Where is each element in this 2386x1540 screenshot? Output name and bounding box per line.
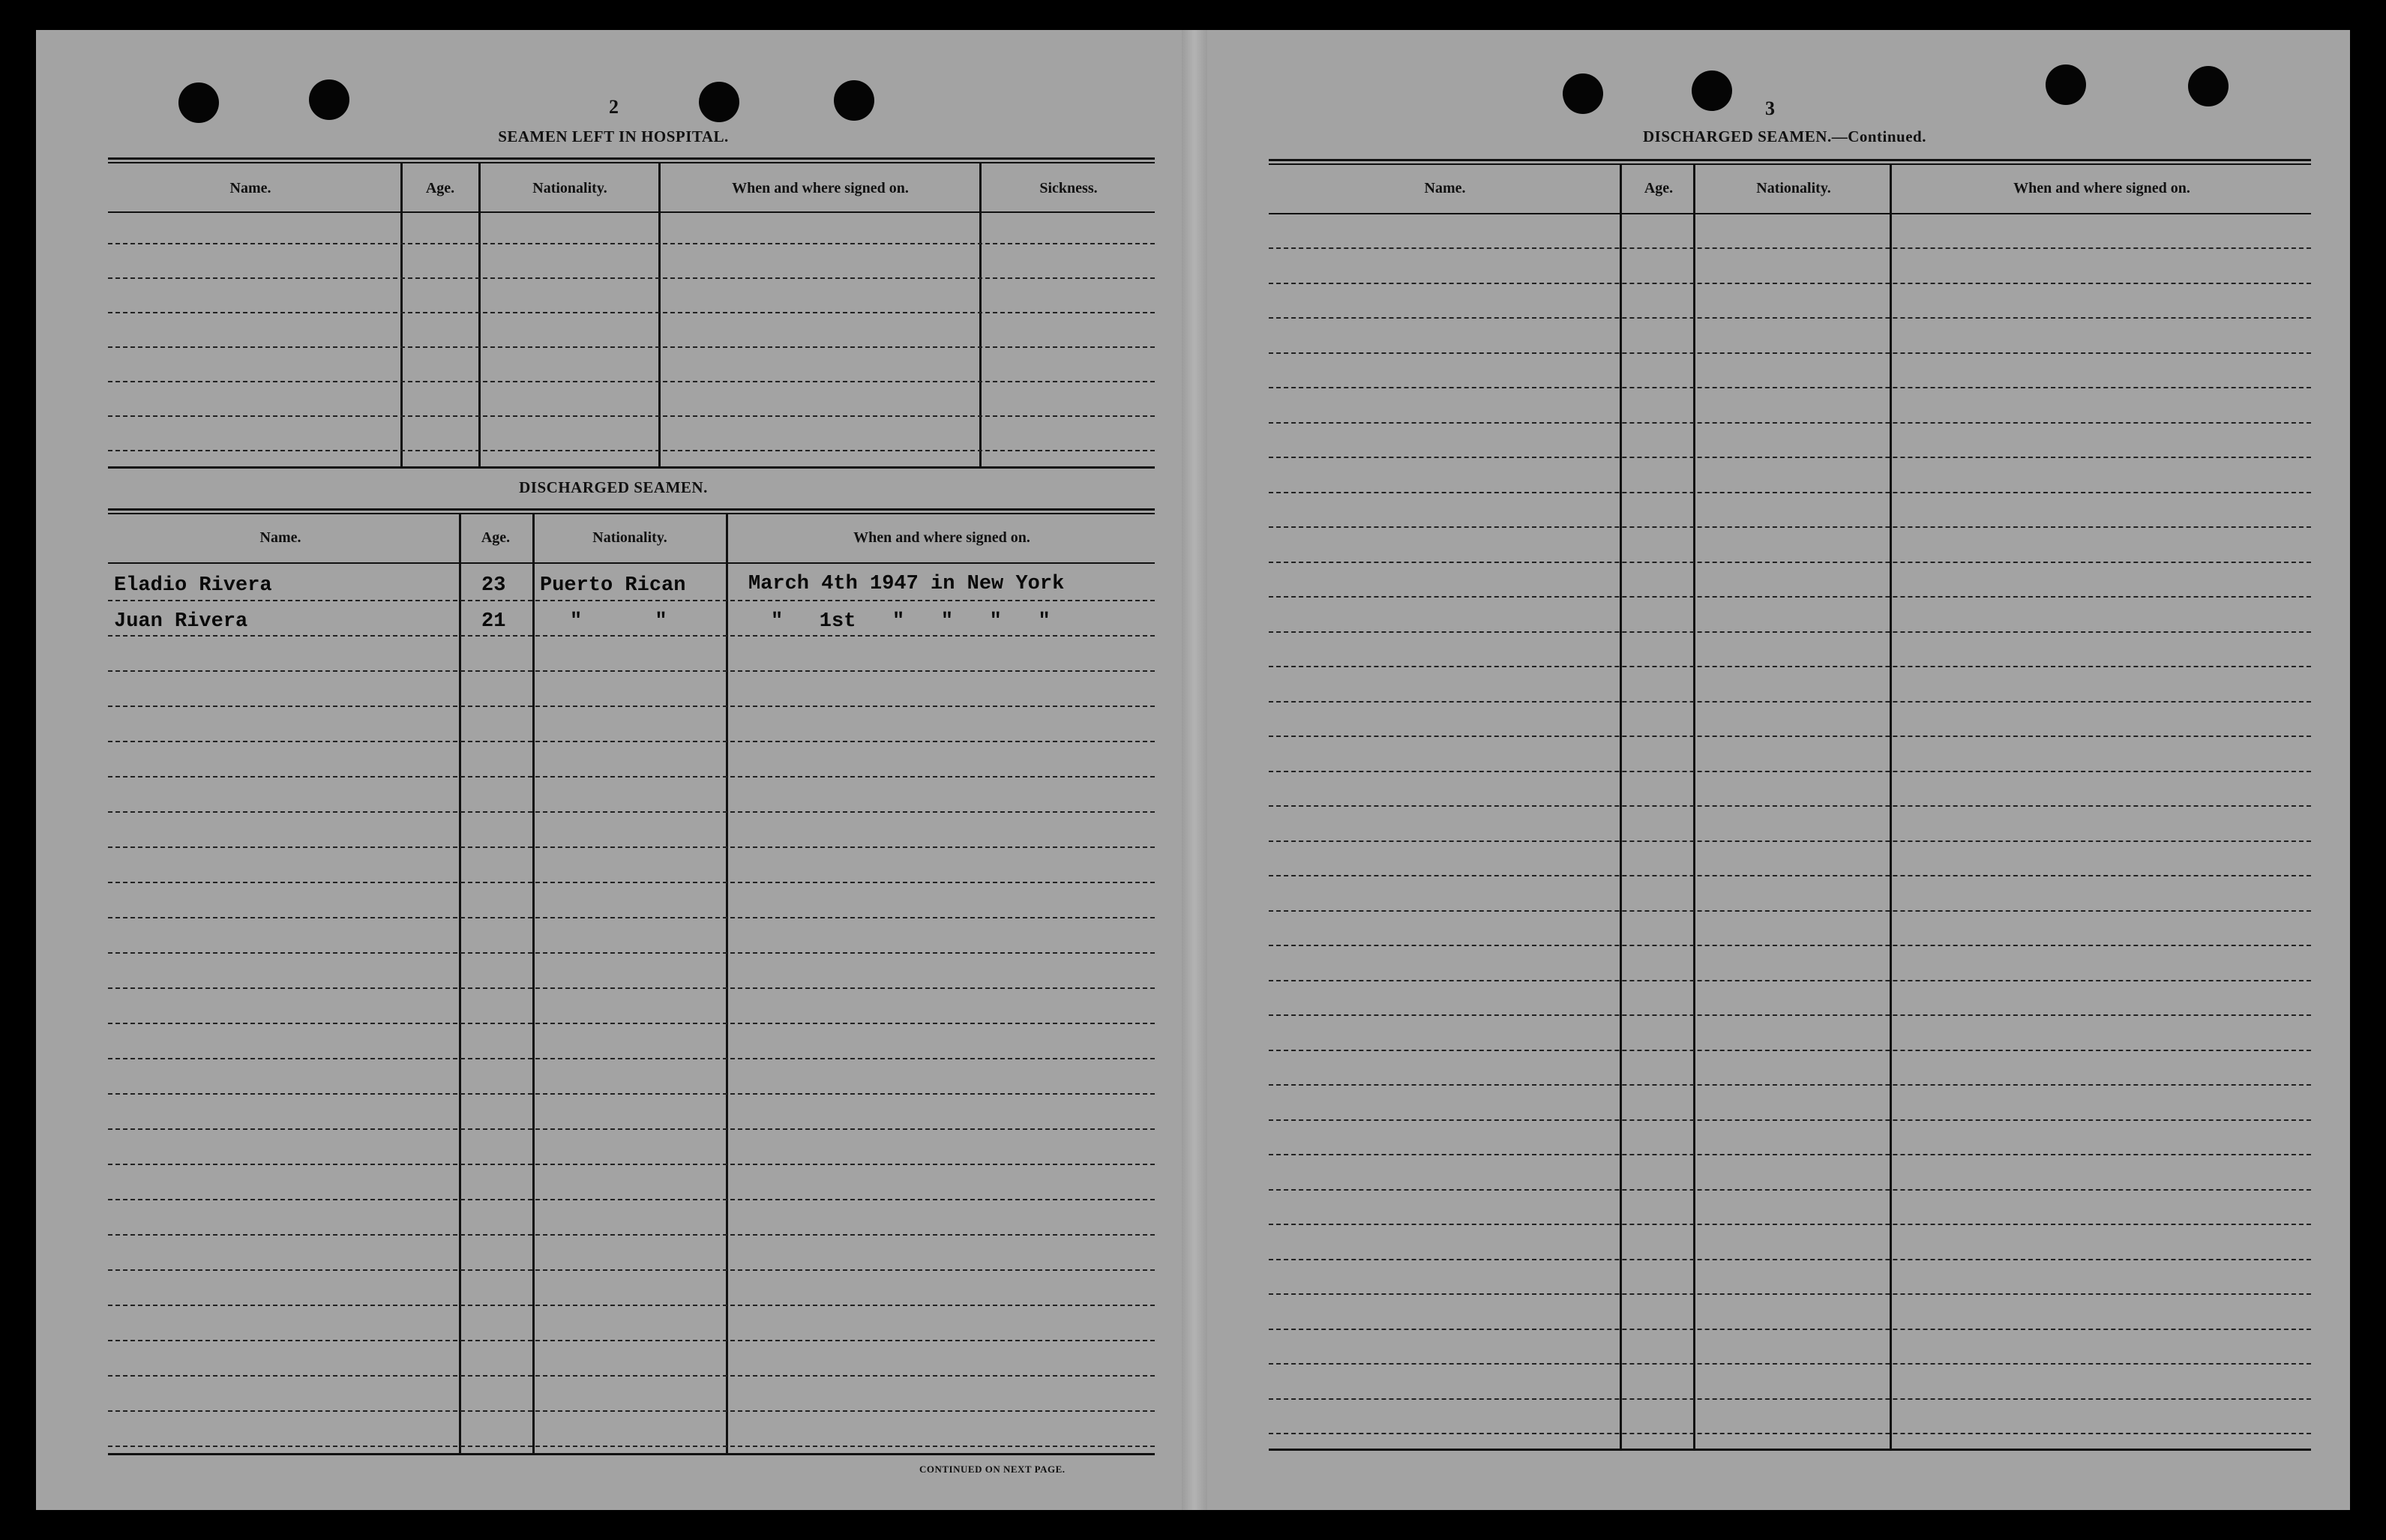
- ruled-line: [1269, 1259, 2311, 1260]
- ruled-line: [108, 635, 1155, 637]
- ruled-line: [1269, 526, 2311, 528]
- punch-hole: [699, 82, 739, 122]
- continued-col-signed-on: When and where signed on.: [2013, 180, 2190, 196]
- ruled-line: [1269, 1154, 2311, 1155]
- ruled-line: [108, 917, 1155, 918]
- ruled-line: [1269, 980, 2311, 981]
- punch-hole: [309, 79, 349, 120]
- continued-table-bottom-rule: [1269, 1449, 2311, 1451]
- discharged-col-signed-on: When and where signed on.: [853, 529, 1030, 546]
- ruled-line: [108, 952, 1155, 954]
- ruled-line: [108, 381, 1155, 382]
- discharged-col-nationality: Nationality.: [592, 529, 667, 546]
- ruled-line: [1269, 945, 2311, 946]
- ruled-line: [1269, 387, 2311, 388]
- continued-col-divider: [1620, 165, 1622, 1449]
- ruled-line: [108, 243, 1155, 244]
- hospital-col-divider: [478, 163, 481, 466]
- ruled-line: [108, 1269, 1155, 1271]
- discharged-col-divider: [459, 514, 461, 1455]
- hospital-col-divider: [979, 163, 982, 466]
- discharged-continued-title: DISCHARGED SEAMEN.—Continued.: [1643, 127, 1926, 145]
- punch-hole: [834, 80, 874, 121]
- discharged-table-top-rule: [108, 513, 1155, 514]
- discharged-col-age: Age.: [481, 529, 511, 546]
- row-2-name: Juan Rivera: [114, 610, 248, 633]
- ruled-line: [108, 1305, 1155, 1306]
- continued-header-rule: [1269, 213, 2311, 214]
- row-1-name: Eladio Rivera: [114, 574, 272, 597]
- hospital-col-nationality: Nationality.: [532, 180, 607, 196]
- ruled-line: [108, 670, 1155, 672]
- ruled-line: [1269, 1398, 2311, 1400]
- hospital-table-top-rule: [108, 157, 1155, 160]
- discharged-header-rule: [108, 562, 1155, 564]
- ruled-line: [1269, 422, 2311, 424]
- ruled-line: [108, 415, 1155, 417]
- ruled-line: [1269, 840, 2311, 842]
- ruled-line: [108, 1093, 1155, 1095]
- right-page: [1207, 30, 2350, 1510]
- continued-col-age: Age.: [1644, 180, 1674, 196]
- ruled-line: [108, 1340, 1155, 1341]
- ruled-line: [1269, 596, 2311, 598]
- ruled-line: [1269, 1050, 2311, 1051]
- row-2-signed-on: " 1st " " " ": [771, 610, 1051, 633]
- row-2-age: 21: [481, 610, 506, 633]
- ruled-line: [1269, 1433, 2311, 1434]
- ruled-line: [108, 1199, 1155, 1200]
- ruled-line: [1269, 457, 2311, 458]
- ruled-line: [1269, 1014, 2311, 1016]
- ruled-line: [108, 277, 1155, 279]
- discharged-section-title: DISCHARGED SEAMEN.: [519, 478, 708, 496]
- document-sheet: [36, 30, 2350, 1510]
- row-1-signed-on: March 4th 1947 in New York: [748, 573, 1065, 595]
- hospital-table-bottom-rule: [108, 466, 1155, 469]
- ruled-line: [108, 1058, 1155, 1059]
- hospital-col-divider: [400, 163, 403, 466]
- punch-hole: [1563, 73, 1603, 114]
- ruled-line: [1269, 562, 2311, 563]
- ruled-line: [108, 1446, 1155, 1447]
- ruled-line: [1269, 1293, 2311, 1295]
- ruled-line: [108, 776, 1155, 777]
- punch-hole: [178, 82, 219, 123]
- ruled-line: [108, 706, 1155, 707]
- ruled-line: [1269, 736, 2311, 737]
- punch-hole: [1692, 70, 1732, 111]
- discharged-col-divider: [532, 514, 535, 1455]
- hospital-table-top-rule: [108, 162, 1155, 163]
- row-1-nationality: Puerto Rican: [540, 574, 686, 597]
- continued-col-nationality: Nationality.: [1756, 180, 1831, 196]
- continued-table-top-rule: [1269, 163, 2311, 165]
- discharged-table-bottom-rule: [108, 1453, 1155, 1455]
- ruled-line: [108, 987, 1155, 989]
- ruled-line: [108, 600, 1155, 601]
- hospital-col-divider: [658, 163, 661, 466]
- ruled-line: [1269, 666, 2311, 667]
- ruled-line: [108, 882, 1155, 883]
- ruled-line: [1269, 1119, 2311, 1121]
- ruled-line: [1269, 1084, 2311, 1086]
- punch-hole: [2188, 66, 2229, 106]
- ruled-line: [1269, 805, 2311, 807]
- hospital-col-name: Name.: [229, 180, 271, 196]
- discharged-table-top-rule: [108, 508, 1155, 511]
- hospital-col-sickness: Sickness.: [1039, 180, 1098, 196]
- ruled-line: [108, 312, 1155, 313]
- ruled-line: [108, 811, 1155, 813]
- continued-col-divider: [1890, 165, 1892, 1449]
- ruled-line: [1269, 910, 2311, 912]
- ruled-line: [1269, 352, 2311, 354]
- ruled-line: [1269, 1224, 2311, 1225]
- page-number: 2: [609, 96, 619, 118]
- continued-col-name: Name.: [1424, 180, 1466, 196]
- ruled-line: [1269, 247, 2311, 249]
- ruled-line: [108, 346, 1155, 348]
- continued-col-divider: [1693, 165, 1695, 1449]
- continued-footnote: CONTINUED ON NEXT PAGE.: [919, 1464, 1066, 1475]
- ruled-line: [108, 1410, 1155, 1412]
- discharged-col-divider: [726, 514, 728, 1455]
- ruled-line: [1269, 875, 2311, 876]
- ruled-line: [1269, 1363, 2311, 1365]
- ruled-line: [1269, 1329, 2311, 1330]
- continued-table-top-rule: [1269, 159, 2311, 161]
- ruled-line: [1269, 283, 2311, 284]
- page-number: 3: [1765, 97, 1775, 119]
- ruled-line: [1269, 771, 2311, 772]
- ruled-line: [1269, 1189, 2311, 1191]
- ruled-line: [108, 846, 1155, 848]
- punch-hole: [2046, 64, 2086, 105]
- ruled-line: [1269, 701, 2311, 703]
- hospital-col-age: Age.: [425, 180, 455, 196]
- ruled-line: [108, 1164, 1155, 1165]
- ruled-line: [1269, 492, 2311, 493]
- discharged-col-name: Name.: [259, 529, 301, 546]
- hospital-header-rule: [108, 211, 1155, 213]
- ruled-line: [108, 450, 1155, 451]
- row-1-age: 23: [481, 574, 506, 597]
- ruled-line: [108, 1234, 1155, 1236]
- ruled-line: [108, 1128, 1155, 1130]
- left-page: [36, 30, 1182, 1510]
- ruled-line: [108, 741, 1155, 742]
- ruled-line: [1269, 317, 2311, 319]
- hospital-col-signed-on: When and where signed on.: [732, 180, 909, 196]
- ruled-line: [1269, 631, 2311, 633]
- ruled-line: [108, 1375, 1155, 1377]
- row-2-nationality: " ": [570, 610, 667, 633]
- hospital-section-title: SEAMEN LEFT IN HOSPITAL.: [498, 127, 729, 145]
- ruled-line: [108, 1023, 1155, 1024]
